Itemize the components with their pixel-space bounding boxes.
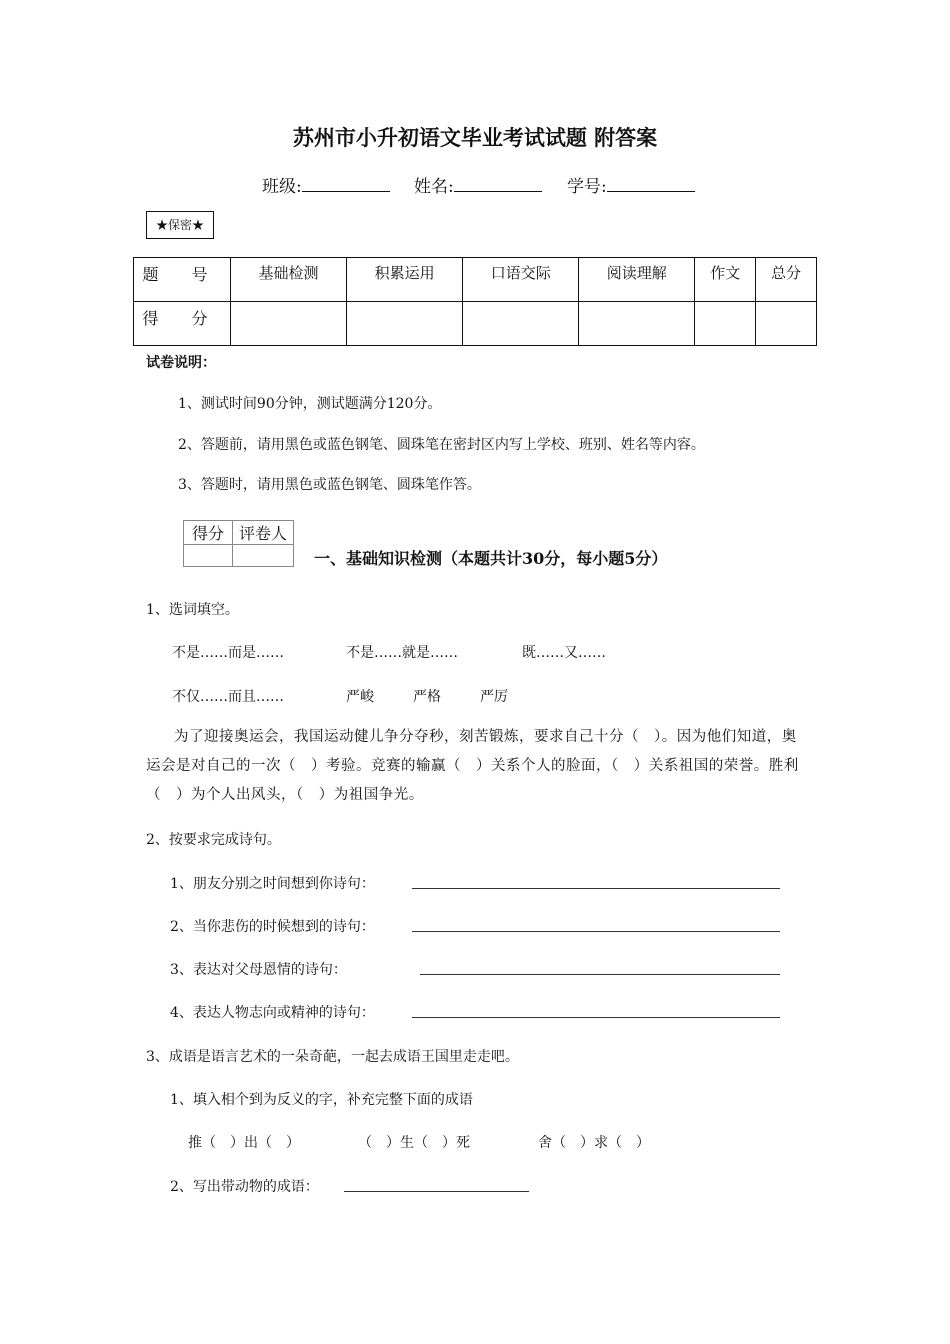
word-option: 不是……而是…… (172, 645, 284, 661)
score-cell[interactable] (579, 302, 695, 346)
word-option: 既……又…… (522, 645, 606, 661)
poem-prompt: 3、表达对父母恩情的诗句： (170, 962, 347, 978)
row-label-question: 题 号 (134, 258, 231, 302)
score-cell[interactable] (231, 302, 347, 346)
header-cell: 阅读理解 (579, 258, 695, 302)
name-field[interactable] (414, 172, 542, 197)
confidential-badge: ★保密★ (146, 211, 214, 239)
answer-line[interactable] (412, 931, 780, 932)
header-cell: 基础检测 (231, 258, 347, 302)
name-label: 姓名: (414, 177, 454, 197)
answer-line[interactable] (412, 1017, 780, 1018)
score-cell[interactable] (695, 302, 756, 346)
score-cell[interactable] (463, 302, 579, 346)
instructions-heading: 试卷说明： (146, 355, 216, 371)
answer-line[interactable] (344, 1191, 529, 1192)
score-cell[interactable] (756, 302, 817, 346)
fill-blank-paragraph: 为了迎接奥运会，我国运动健儿争分夺秒，刻苦锻炼，要求自己十分（ ）。因为他们知道，奥运会是对自己的一次（ ）考验。竞赛的输赢（ ）关系个人的脸面，（ ）关系祖国的荣誉。胜利（ ）为个人出风头，（ ）为祖国争光。 (146, 729, 799, 803)
header-cell: 总分 (756, 258, 817, 302)
grader-name-cell[interactable] (233, 545, 294, 567)
word-option: 严厉 (480, 689, 508, 705)
class-field[interactable] (262, 172, 390, 197)
instruction-item: 2、答题前，请用黑色或蓝色钢笔、圆珠笔在密封区内写上学校、班别、姓名等内容。 (178, 437, 705, 453)
poem-prompt: 4、表达人物志向或精神的诗句： (170, 1005, 375, 1021)
grader-score-label: 得分 (184, 521, 233, 545)
class-label: 班级: (262, 177, 302, 197)
header-cell: 口语交际 (463, 258, 579, 302)
page-title: 苏州市小升初语文毕业考试试题 附答案 (292, 125, 658, 150)
answer-line[interactable] (412, 888, 780, 889)
grader-score-cell[interactable] (184, 545, 233, 567)
grader-name-label: 评卷人 (233, 521, 294, 545)
header-cell: 积累运用 (347, 258, 463, 302)
name-blank[interactable] (454, 175, 542, 192)
score-table (133, 257, 817, 346)
word-option: 不仅……而且…… (172, 689, 284, 705)
question-1-title: 1、选词填空。 (146, 602, 239, 618)
row-label-score: 得 分 (134, 302, 231, 346)
class-blank[interactable] (302, 175, 390, 192)
idiom-blank[interactable]: 舍（ ）求（ ） (538, 1135, 650, 1151)
student-id-label: 学号: (567, 177, 607, 197)
instruction-item: 1、测试时间90分钟，测试题满分120分。 (178, 396, 442, 412)
question-3-sub1: 1、填入相个到为反义的字，补充完整下面的成语 (170, 1092, 473, 1108)
idiom-blank[interactable]: （ ）生（ ）死 (358, 1135, 470, 1151)
grader-box (183, 520, 294, 567)
word-option: 严峻 (346, 689, 374, 705)
student-id-field[interactable] (567, 172, 695, 197)
section-title: 一、基础知识检测（本题共计30分，每小题5分） (314, 549, 668, 568)
question-2-title: 2、按要求完成诗句。 (146, 832, 281, 848)
idiom-blank[interactable]: 推（ ）出（ ） (188, 1135, 300, 1151)
word-option: 不是……就是…… (346, 645, 458, 661)
question-3-sub2: 2、写出带动物的成语： (170, 1179, 319, 1195)
poem-prompt: 1、朋友分别之时间想到你诗句： (170, 876, 375, 892)
word-option: 严格 (413, 689, 441, 705)
score-table-score-row (134, 302, 817, 346)
poem-prompt: 2、当你悲伤的时候想到的诗句： (170, 919, 375, 935)
student-id-blank[interactable] (607, 175, 695, 192)
answer-line[interactable] (420, 974, 780, 975)
score-table-header-row (134, 258, 817, 302)
instruction-item: 3、答题时，请用黑色或蓝色钢笔、圆珠笔作答。 (178, 477, 481, 493)
question-3-title: 3、成语是语言艺术的一朵奇葩，一起去成语王国里走走吧。 (146, 1049, 519, 1065)
header-cell: 作文 (695, 258, 756, 302)
score-cell[interactable] (347, 302, 463, 346)
